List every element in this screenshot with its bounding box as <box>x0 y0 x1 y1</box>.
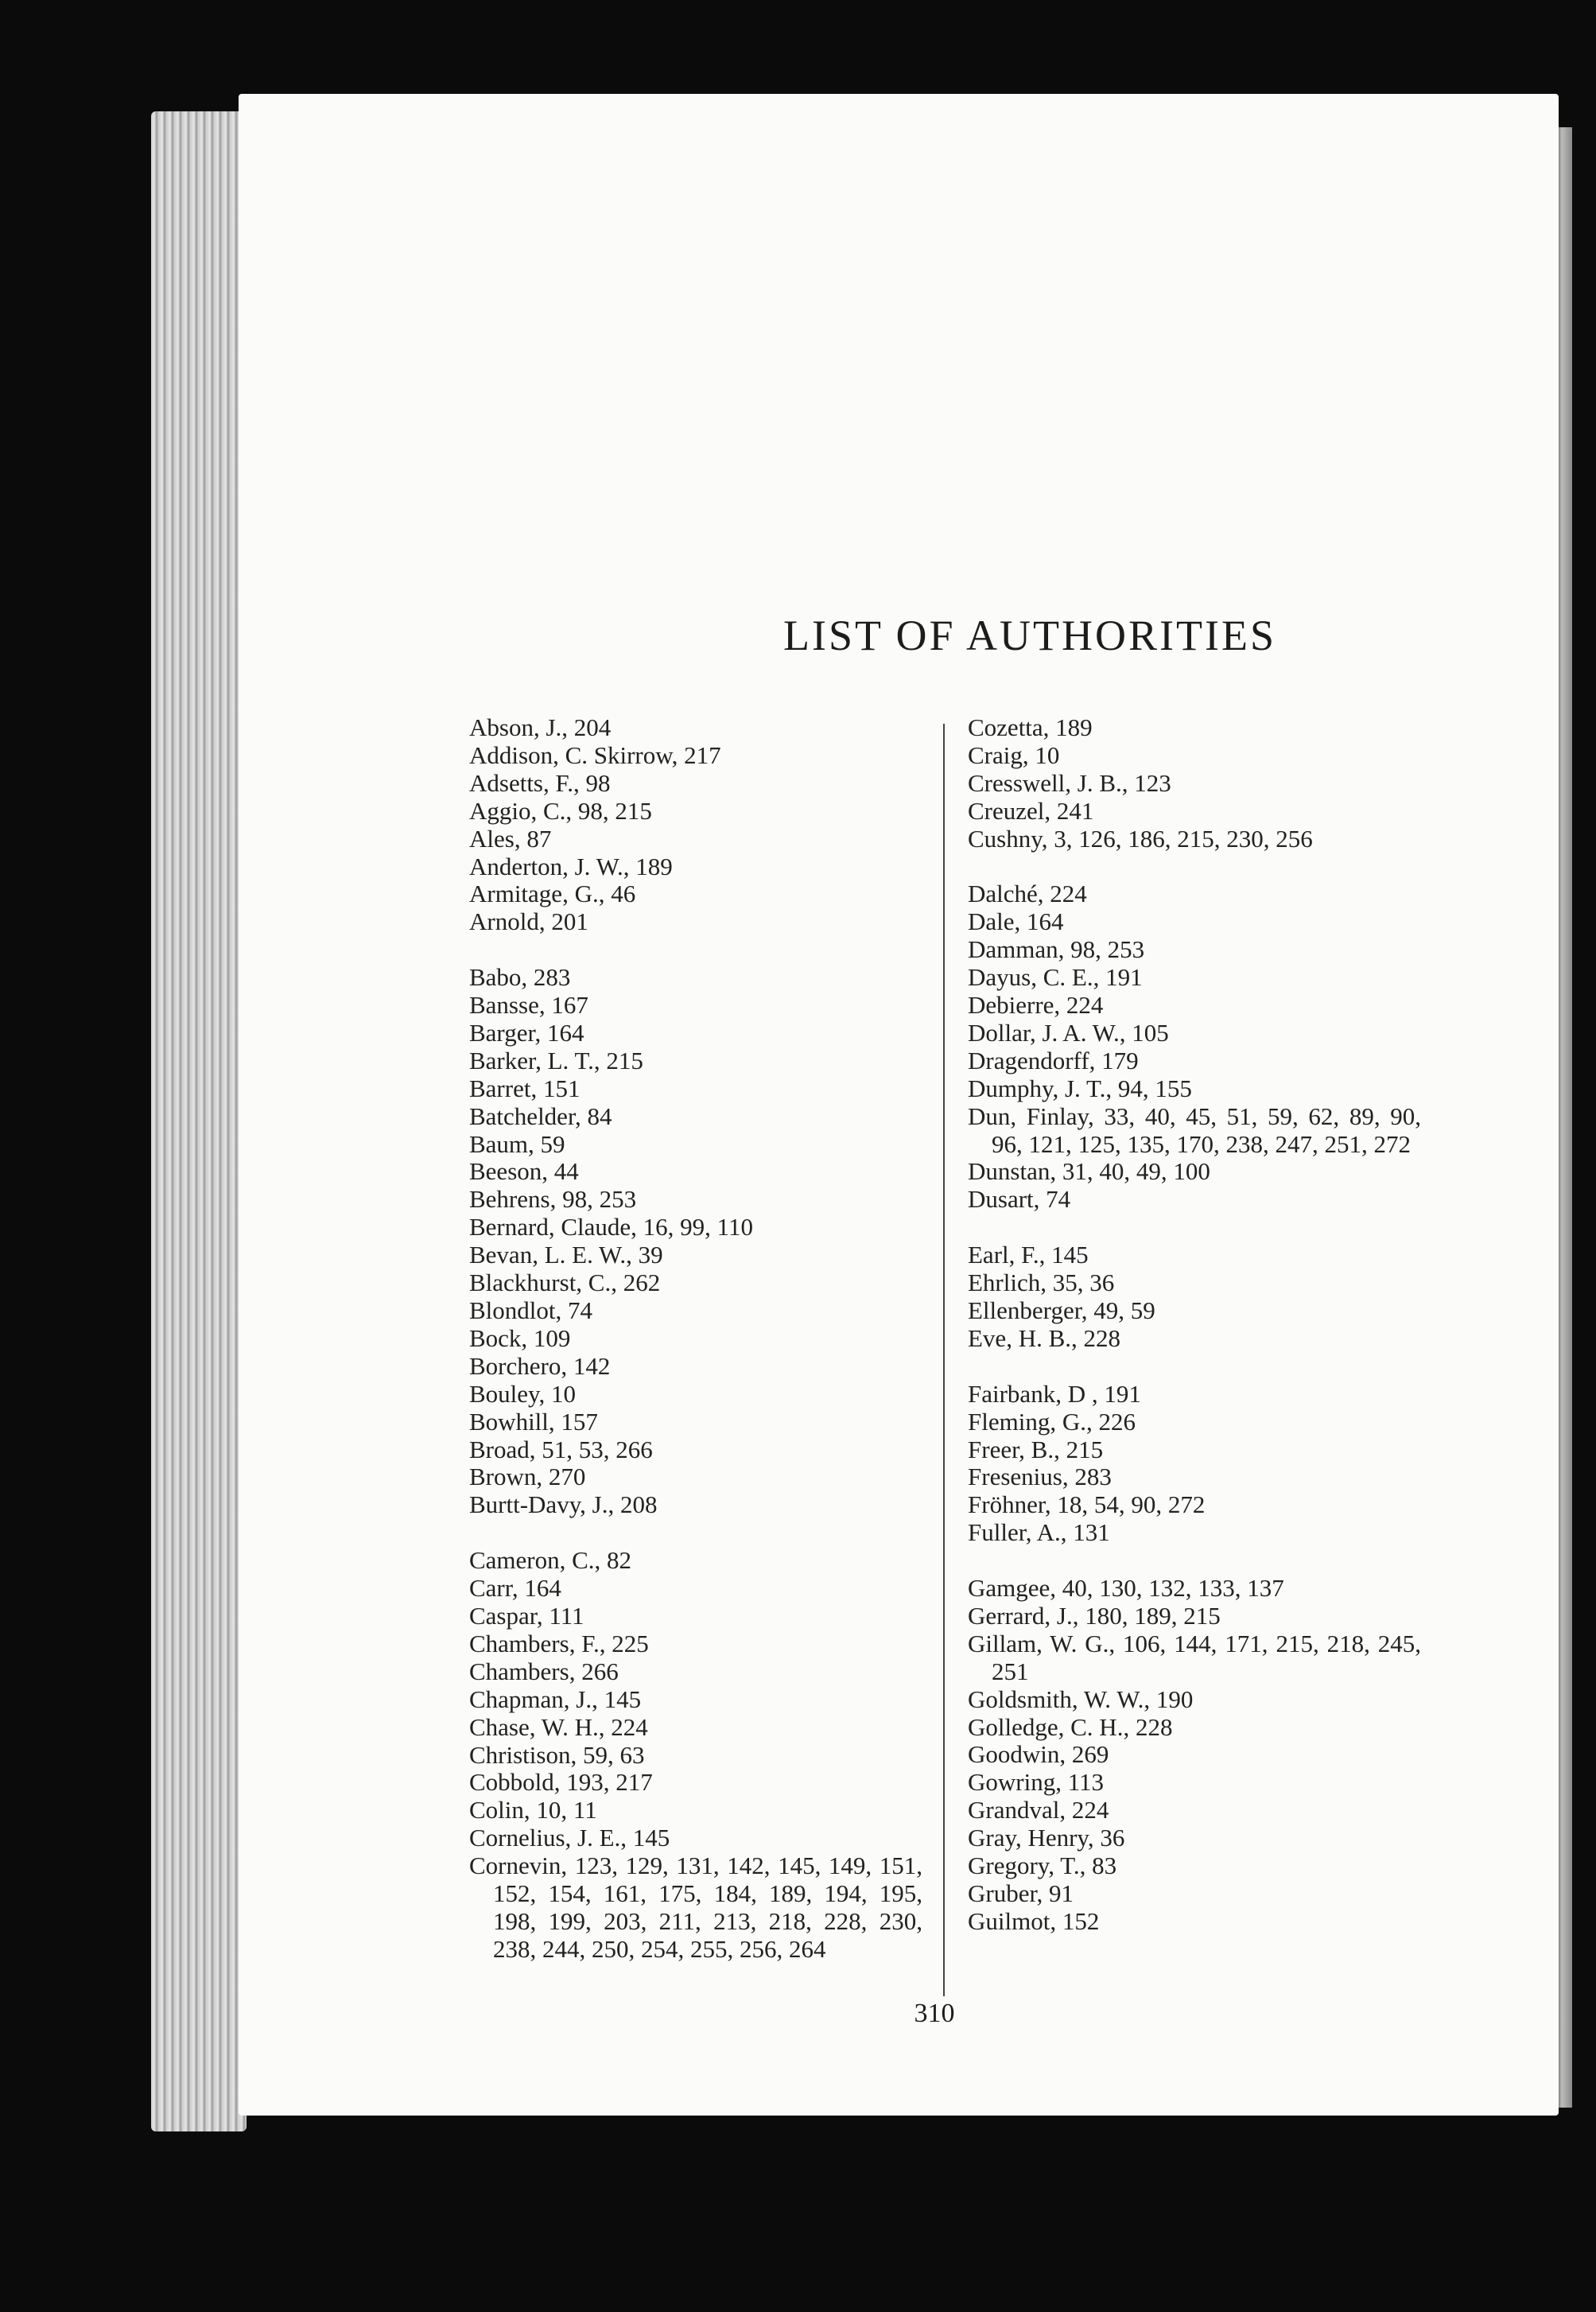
index-entry: Goldsmith, W. W., 190 <box>968 1684 1194 1713</box>
index-entry: Chambers, 266 <box>469 1657 619 1685</box>
index-entry: Creuzel, 241 <box>968 796 1094 825</box>
index-entry: Gowring, 113 <box>968 1768 1105 1797</box>
index-entry: Cornevin, 123, 129, 131, 142, 145, 149, 151, 152, 154, 161, 175, 184, 189, 194, 195, 198, 199, 203, 211, 213, 218, 228, 230, 238, 244, 250, 254, 255, 256, 264 <box>469 1852 922 1963</box>
group-gap <box>968 1353 1421 1381</box>
index-entry: Golledge, C. H., 228 <box>968 1712 1173 1741</box>
index-entry: Eve, H. B., 228 <box>968 1323 1121 1352</box>
index-entry: Gray, Henry, 36 <box>968 1824 1125 1852</box>
index-entry: Blondlot, 74 <box>469 1296 593 1325</box>
column-divider <box>943 724 945 1996</box>
index-entry: Fresenius, 283 <box>968 1463 1112 1491</box>
index-entry: Gregory, T., 83 <box>968 1852 1117 1880</box>
index-entry: Freer, B., 215 <box>968 1435 1104 1463</box>
index-entry: Dunstan, 31, 40, 49, 100 <box>968 1157 1210 1186</box>
index-entry: Anderton, J. W., 189 <box>469 852 673 880</box>
index-entry: Christison, 59, 63 <box>469 1740 645 1769</box>
index-entry: Ehrlich, 35, 36 <box>968 1269 1115 1297</box>
index-entry: Craig, 10 <box>968 740 1060 769</box>
index-entry: Fairbank, D , 191 <box>968 1379 1141 1408</box>
group-gap <box>469 936 922 964</box>
index-entry: Goodwin, 269 <box>968 1740 1109 1769</box>
index-entry: Abson, J., 204 <box>469 713 612 741</box>
index-entry: Addison, C. Skirrow, 217 <box>469 740 721 769</box>
index-entry: Behrens, 98, 253 <box>469 1185 637 1214</box>
index-entry: Colin, 10, 11 <box>469 1796 597 1824</box>
group-gap <box>968 1214 1421 1241</box>
index-entry: Fuller, A., 131 <box>968 1518 1110 1547</box>
index-entry: Dayus, C. E., 191 <box>968 963 1143 992</box>
index-entry: Barker, L. T., 215 <box>469 1046 643 1074</box>
index-entry: Armitage, G., 46 <box>469 880 636 908</box>
index-entry: Debierre, 224 <box>968 991 1104 1020</box>
index-entry: Bansse, 167 <box>469 991 588 1020</box>
index-entry: Babo, 283 <box>469 963 571 992</box>
index-entry: Chase, W. H., 224 <box>469 1712 648 1741</box>
index-entry: Gerrard, J., 180, 189, 215 <box>968 1601 1221 1630</box>
index-entry: Cozetta, 189 <box>968 713 1093 741</box>
index-entry: Baum, 59 <box>469 1129 565 1158</box>
index-entry: Cornelius, J. E., 145 <box>469 1824 670 1852</box>
index-entry: Cobbold, 193, 217 <box>469 1768 653 1797</box>
index-entry: Barger, 164 <box>469 1018 584 1047</box>
index-entry: Guilmot, 152 <box>968 1906 1100 1935</box>
index-entry: Chapman, J., 145 <box>469 1684 642 1713</box>
index-entry: Fröhner, 18, 54, 90, 272 <box>968 1490 1206 1519</box>
index-entry: Dollar, J. A. W., 105 <box>968 1018 1169 1047</box>
index-entry: Earl, F., 145 <box>968 1241 1089 1269</box>
index-entry: Brown, 270 <box>469 1463 586 1491</box>
index-entry: Dragendorff, 179 <box>968 1046 1139 1074</box>
index-entry: Broad, 51, 53, 266 <box>469 1435 653 1463</box>
index-entry: Caspar, 111 <box>469 1601 584 1630</box>
group-gap <box>968 853 1421 881</box>
index-entry: Batchelder, 84 <box>469 1102 612 1130</box>
index-entry: Aggio, C., 98, 215 <box>469 796 652 825</box>
index-entry: Cresswell, J. B., 123 <box>968 768 1171 797</box>
index-entry: Barret, 151 <box>469 1074 581 1102</box>
index-entry: Dusart, 74 <box>968 1185 1071 1214</box>
index-entry: Cushny, 3, 126, 186, 215, 230, 256 <box>968 824 1313 853</box>
index-column-left <box>469 714 922 1964</box>
index-entry: Arnold, 201 <box>469 907 588 936</box>
index-entry: Damman, 98, 253 <box>968 935 1145 964</box>
page-number: 310 <box>914 1999 955 2028</box>
index-entry: Gillam, W. G., 106, 144, 171, 215, 218, 245, 251 <box>968 1629 1421 1685</box>
index-entry: Dale, 164 <box>968 907 1064 936</box>
book-page-edges <box>151 111 247 2131</box>
index-entry: Gruber, 91 <box>968 1879 1074 1907</box>
index-entry: Dumphy, J. T., 94, 155 <box>968 1074 1192 1102</box>
index-entry: Bevan, L. E. W., 39 <box>469 1241 663 1269</box>
index-entry: Beeson, 44 <box>469 1157 579 1186</box>
index-entry: Chambers, F., 225 <box>469 1629 649 1657</box>
index-entry: Bernard, Claude, 16, 99, 110 <box>469 1213 753 1241</box>
index-entry: Bouley, 10 <box>469 1379 577 1408</box>
index-column-right <box>968 714 1421 1936</box>
index-entry: Fleming, G., 226 <box>968 1407 1136 1436</box>
index-entry: Blackhurst, C., 262 <box>469 1269 661 1297</box>
index-entry: Cameron, C., 82 <box>469 1546 632 1575</box>
group-gap <box>469 1519 922 1547</box>
index-entry: Carr, 164 <box>469 1574 561 1603</box>
index-entry: Ales, 87 <box>469 824 552 853</box>
index-entry: Gamgee, 40, 130, 132, 133, 137 <box>968 1574 1284 1603</box>
index-entry: Burtt-Davy, J., 208 <box>469 1490 658 1519</box>
group-gap <box>968 1547 1421 1575</box>
index-entry: Borchero, 142 <box>469 1351 611 1380</box>
index-entry: Bowhill, 157 <box>469 1407 598 1436</box>
page-title: LIST OF AUTHORITIES <box>782 612 1277 659</box>
book-page <box>239 94 1559 2116</box>
index-entry: Adsetts, F., 98 <box>469 768 611 797</box>
index-entry: Ellenberger, 49, 59 <box>968 1296 1155 1324</box>
index-entry: Bock, 109 <box>469 1323 571 1352</box>
index-entry: Grandval, 224 <box>968 1796 1109 1824</box>
index-entry: Dun, Finlay, 33, 40, 45, 51, 59, 62, 89, 90, 96, 121, 125, 135, 170, 238, 247, 251, 272 <box>968 1102 1421 1158</box>
index-entry: Dalché, 224 <box>968 880 1087 908</box>
